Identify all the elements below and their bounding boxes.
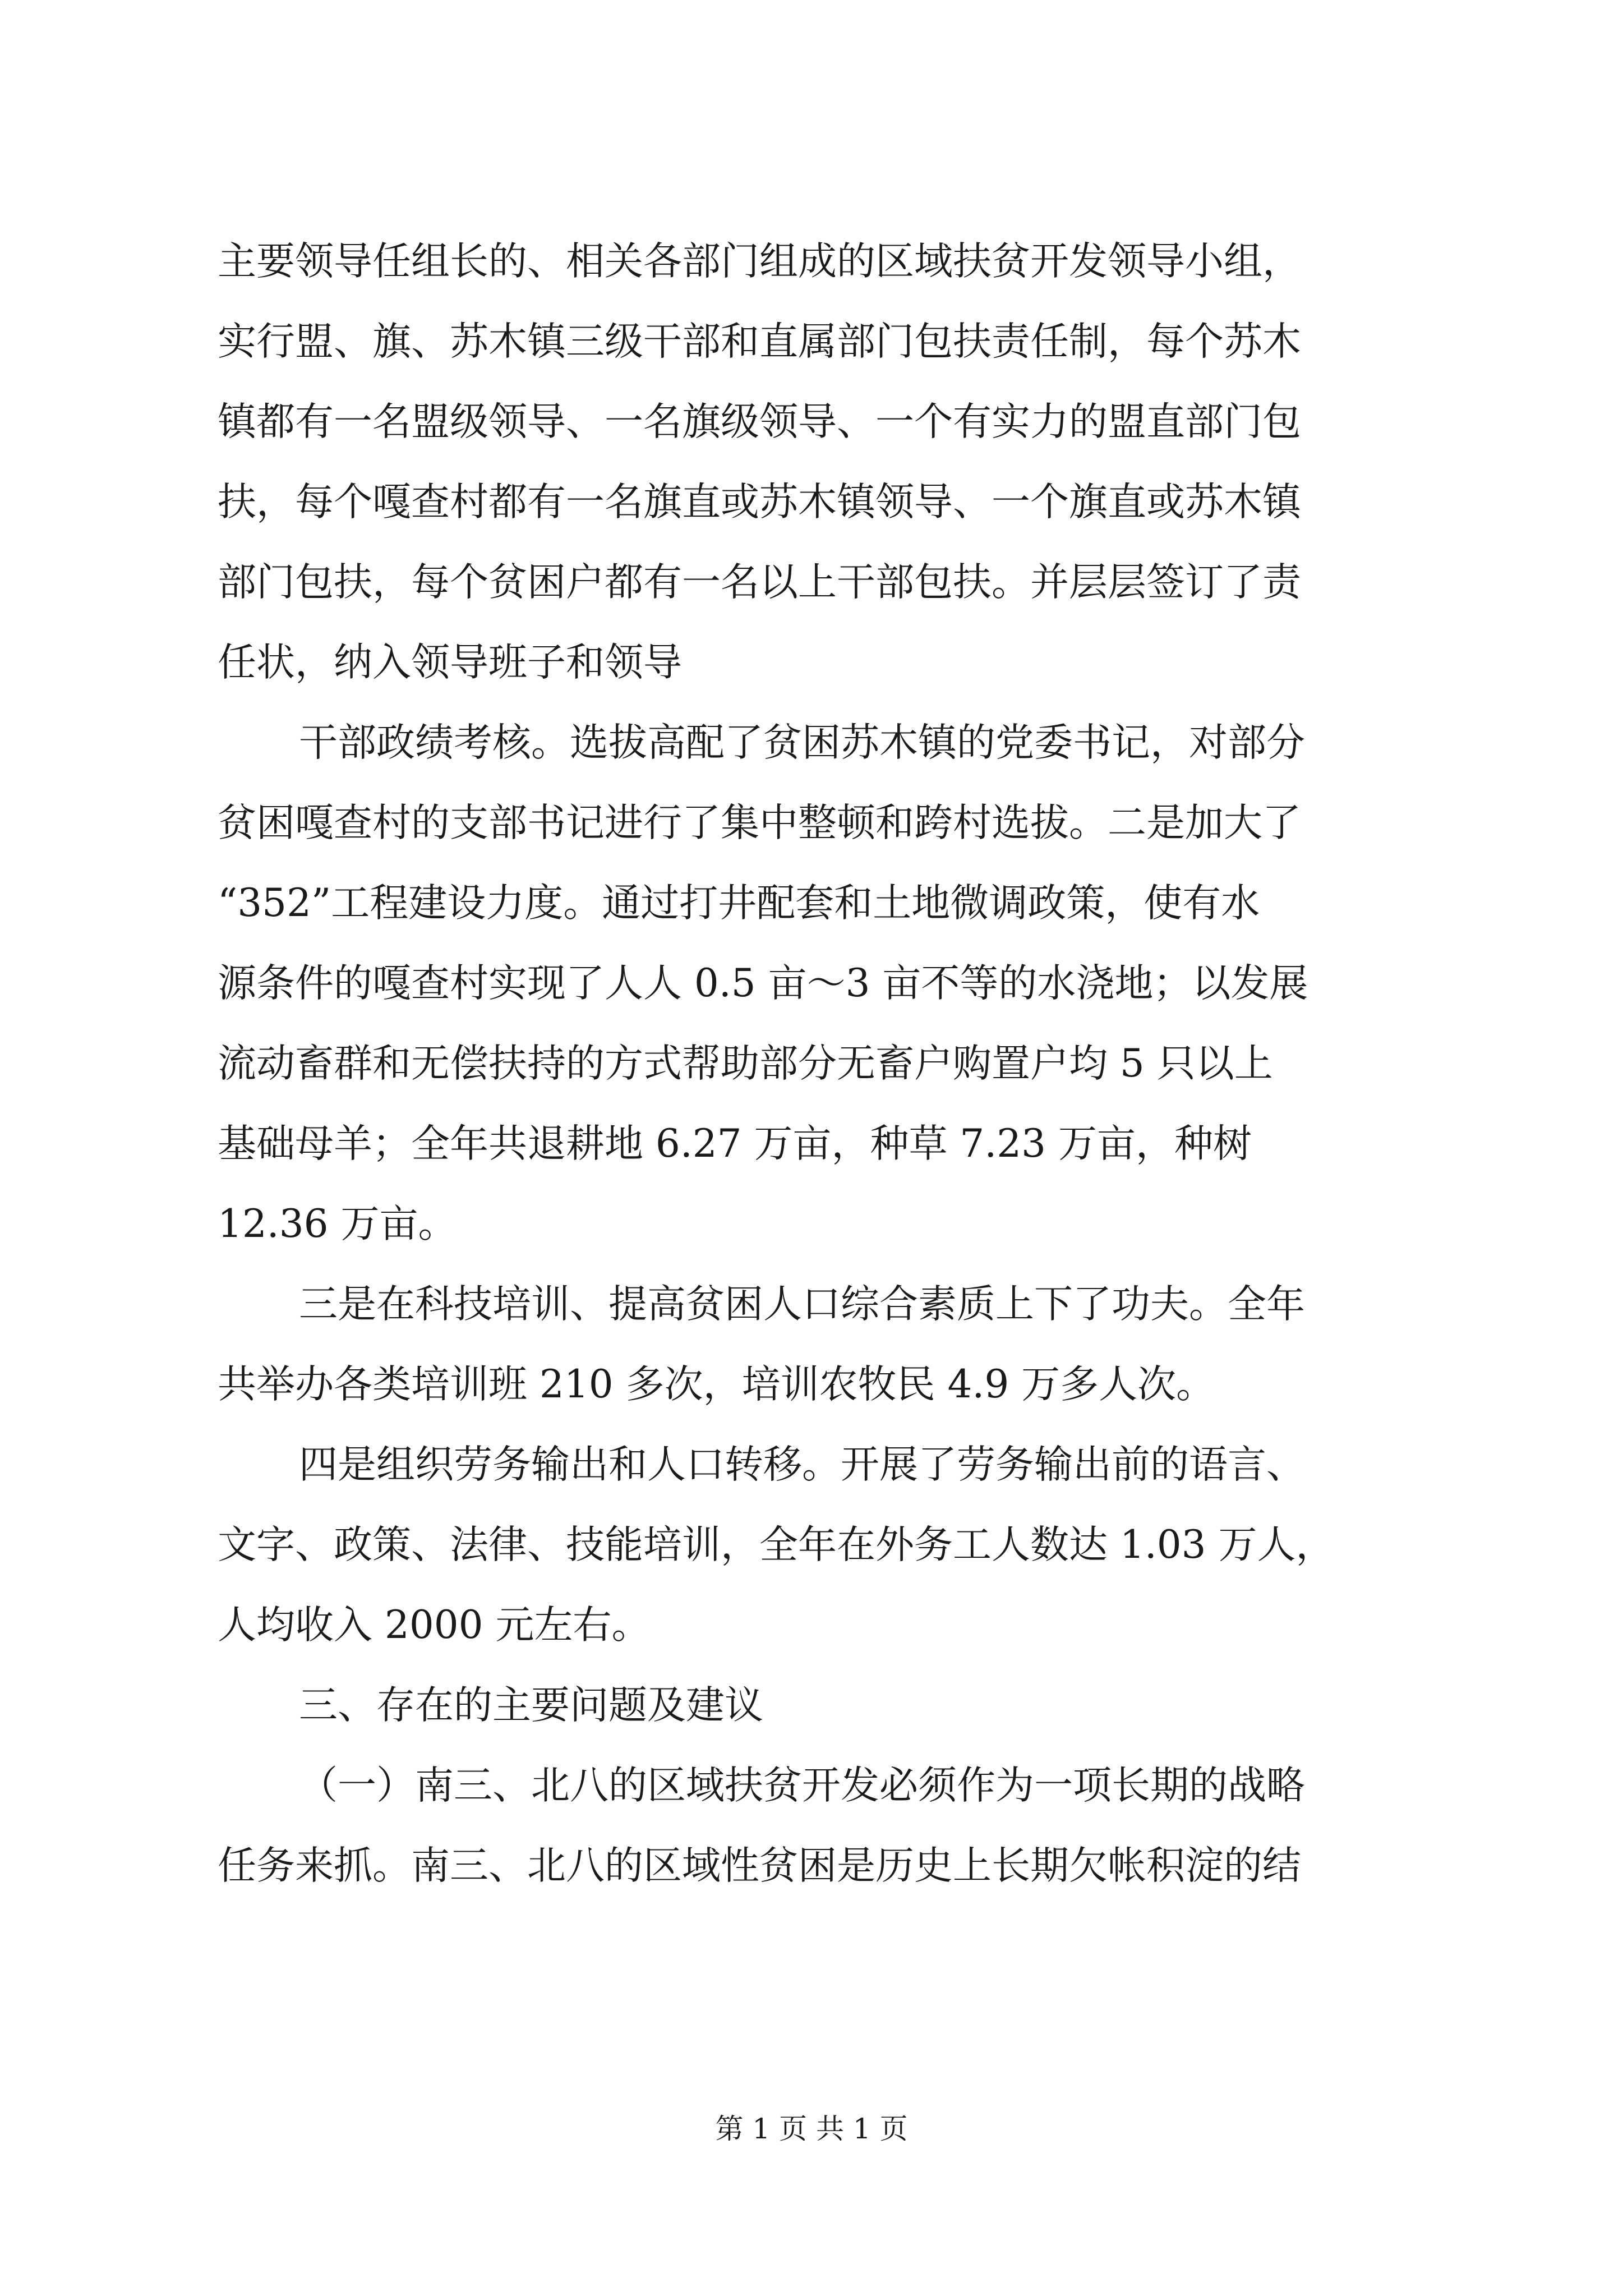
page-number-label: 第 1 页 共 1 页 [715,2113,908,2145]
text-line: 四是组织劳务输出和人口转移。开展了劳务输出前的语言、 [299,1442,1305,1487]
text-line: 任务来抓。南三、北八的区域性贫困是历史上长期欠帐积淀的结 [218,1843,1301,1888]
section-heading: 三、存在的主要问题及建议 [299,1683,763,1728]
text-line: 流动畜群和无偿扶持的方式帮助部分无畜户购置户均 5 只以上 [218,1041,1273,1086]
text-line: 主要领导任组长的、相关各部门组成的区域扶贫开发领导小组， [218,239,1301,284]
text-line: 实行盟、旗、苏木镇三级干部和直属部门包扶责任制，每个苏木 [218,319,1301,364]
text-line: 部门包扶，每个贫困户都有一名以上干部包扶。并层层签订了责 [218,560,1301,605]
text-line: 扶，每个嘎查村都有一名旗直或苏木镇领导、一个旗直或苏木镇 [218,480,1301,524]
text-line: 贫困嘎查村的支部书记进行了集中整顿和跨村选拔。二是加大了 [218,800,1301,845]
text-line: 共举办各类培训班 210 多次，培训农牧民 4.9 万多人次。 [218,1362,1215,1407]
text-line: 文字、政策、法律、技能培训，全年在外务工人数达 1.03 万人， [218,1522,1335,1567]
text-line: 基础母羊；全年共退耕地 6.27 万亩，种草 7.23 万亩，种树 [218,1121,1252,1166]
page-footer [0,2112,1623,2146]
text-line: 任状，纳入领导班子和领导 [218,640,682,685]
text-line: 镇都有一名盟级领导、一名旗级领导、一个有实力的盟直部门包 [218,399,1301,444]
body-text [218,222,1418,1906]
text-line: （一）南三、北八的区域扶贫开发必须作为一项长期的战略 [299,1763,1305,1808]
text-line: 干部政绩考核。选拔高配了贫困苏木镇的党委书记，对部分 [299,720,1305,765]
text-line: 12.36 万亩。 [218,1202,457,1246]
text-line: 源条件的嘎查村实现了人人 0.5 亩～3 亩不等的水浇地；以发展 [218,961,1308,1006]
text-line: “352”工程建设力度。通过打井配套和土地微调政策，使有水 [218,881,1260,926]
text-line: 三是在科技培训、提高贫困人口综合素质上下了功夫。全年 [299,1282,1305,1327]
text-line: 人均收入 2000 元左右。 [218,1603,651,1648]
